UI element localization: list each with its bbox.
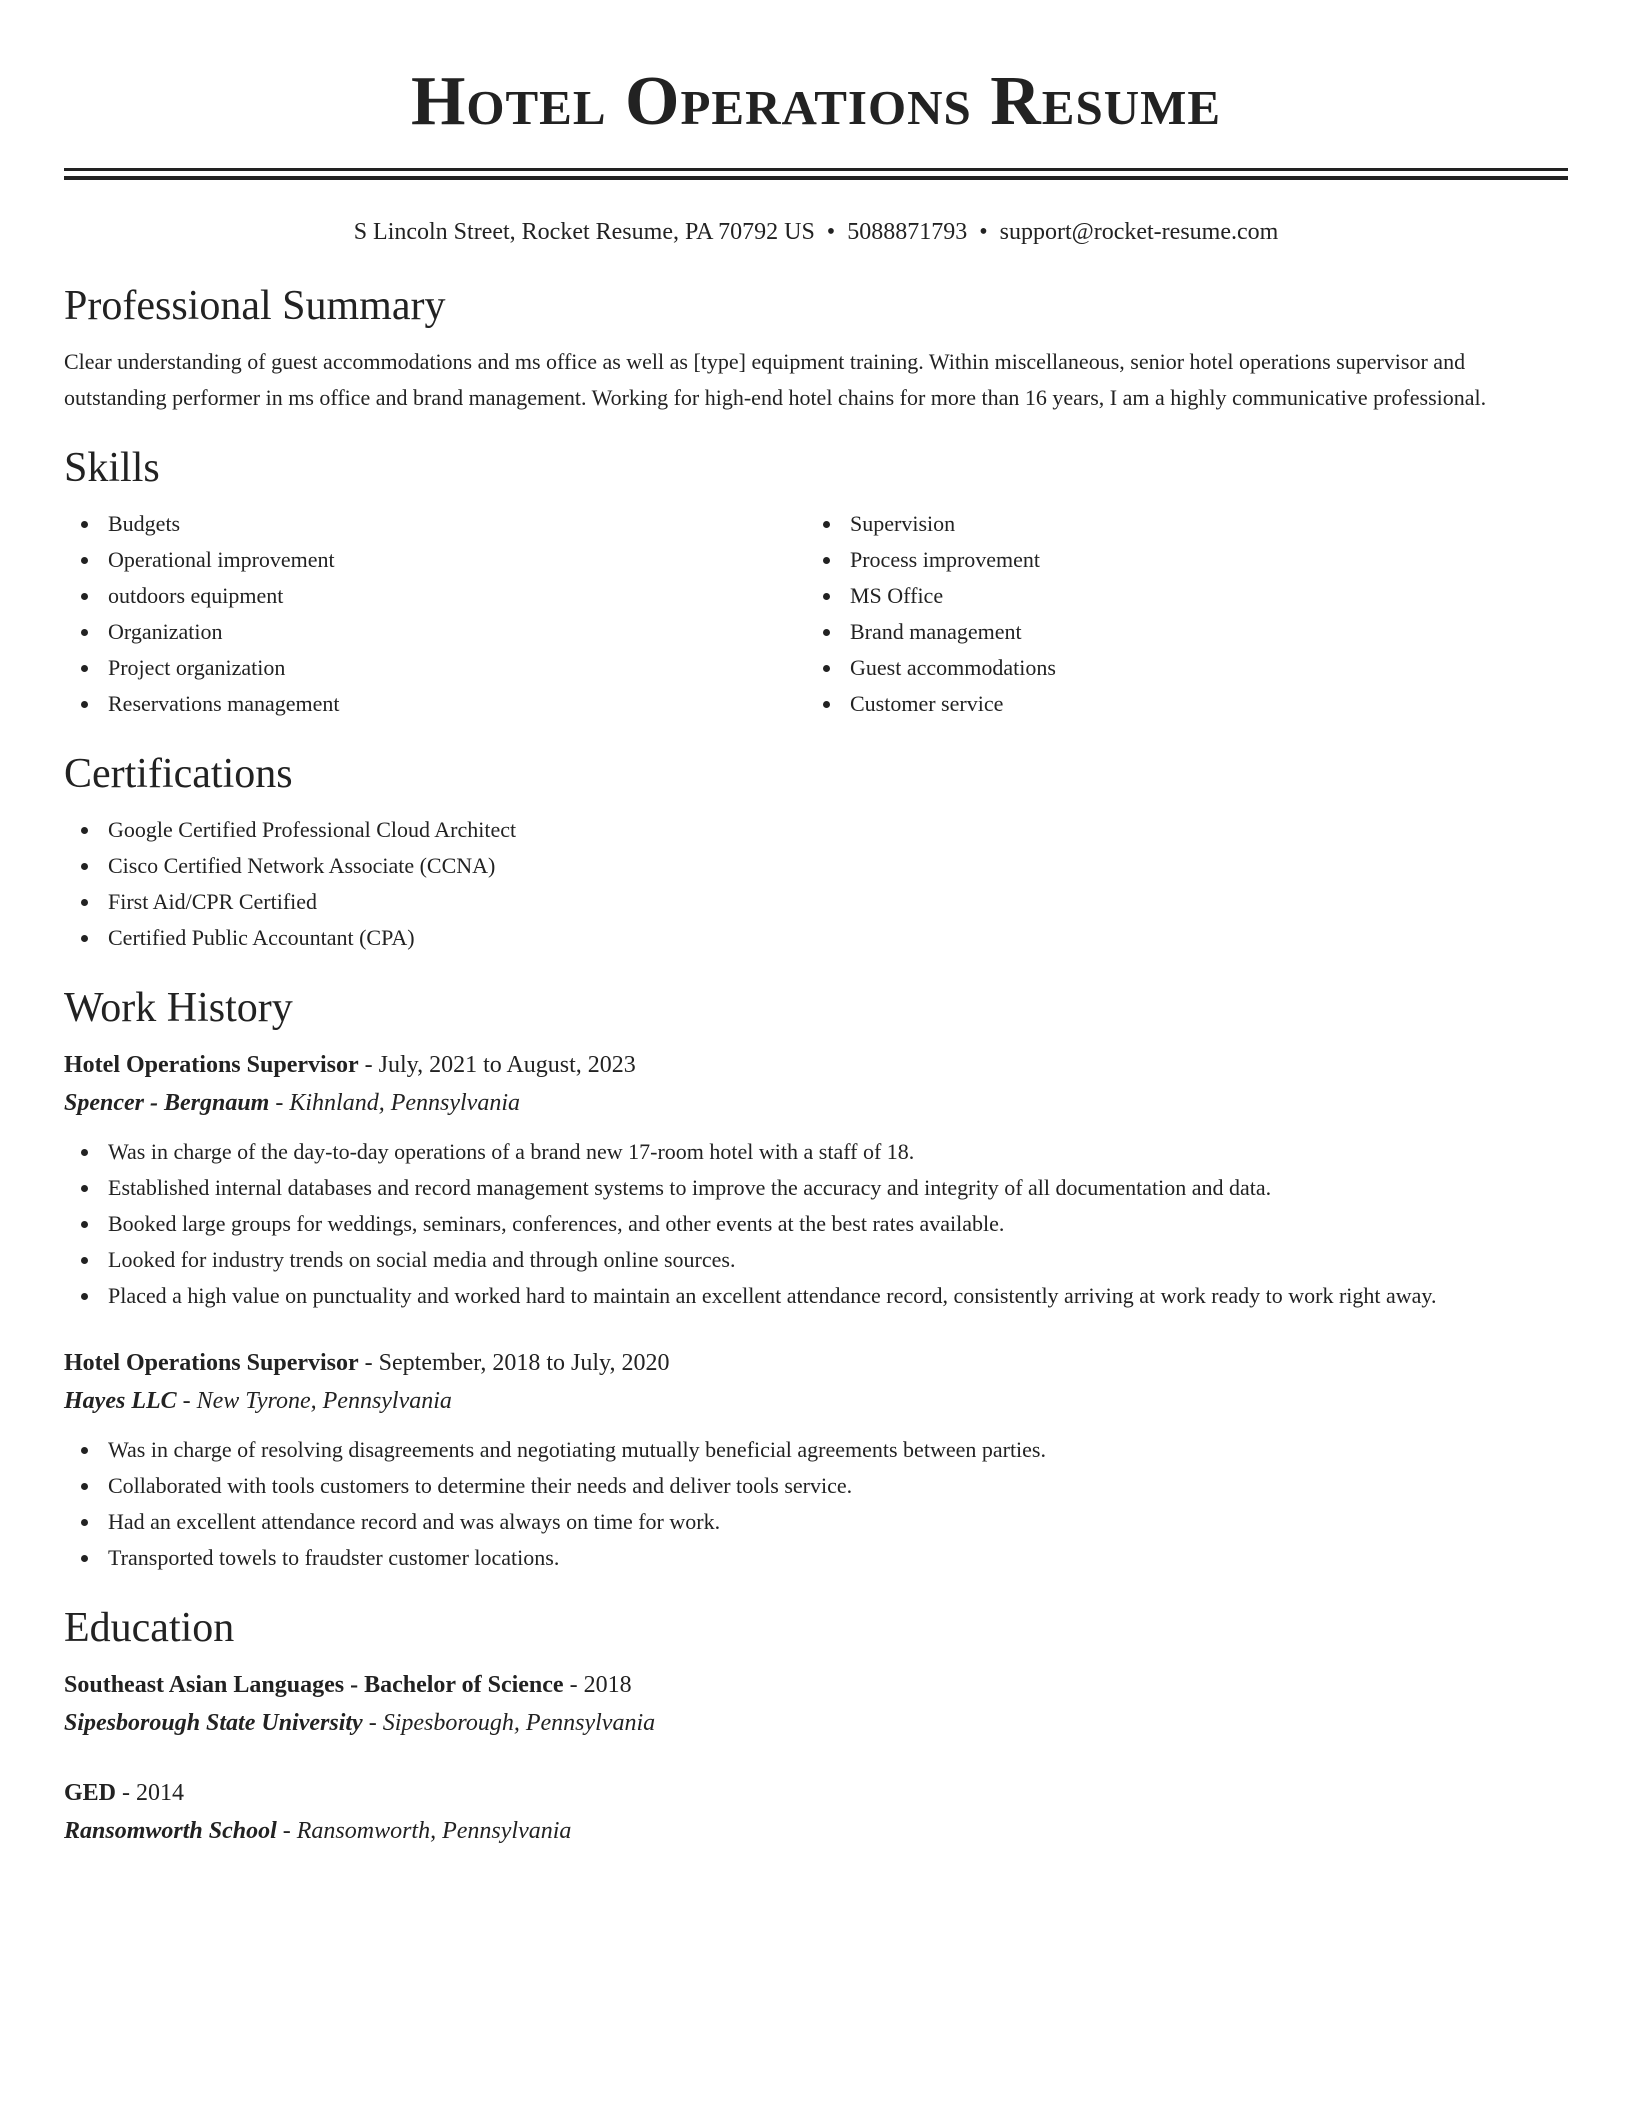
certification-item: First Aid/CPR Certified xyxy=(64,884,1568,920)
job-title: Hotel Operations Supervisor xyxy=(64,1350,359,1376)
education-degree: Southeast Asian Languages - Bachelor of Science xyxy=(64,1672,564,1698)
skills-heading: Skills xyxy=(64,445,160,491)
education-year: 2018 xyxy=(583,1672,632,1698)
skills-column-right xyxy=(806,506,1548,722)
education-entry xyxy=(64,1666,1568,1742)
job-company: Spencer - Bergnaum xyxy=(64,1090,270,1116)
job-title-line: Hotel Operations Supervisor - September, 2018 to July, 2020 xyxy=(64,1350,670,1376)
skills-list xyxy=(64,506,1568,722)
skill-item: outdoors equipment xyxy=(64,578,806,614)
certification-item: Cisco Certified Network Associate (CCNA) xyxy=(64,848,1568,884)
job-bullet: Transported towels to fraudster customer locations. xyxy=(64,1540,1568,1576)
skill-item: Organization xyxy=(64,614,806,650)
skill-item: Project organization xyxy=(64,650,806,686)
skill-item: Process improvement xyxy=(806,542,1548,578)
education-entry xyxy=(64,1774,1568,1850)
job-company: Hayes LLC xyxy=(64,1388,177,1414)
job-bullet: Established internal databases and record management systems to improve the accuracy and integrity of all documentation and data. xyxy=(64,1170,1568,1206)
education-degree: GED xyxy=(64,1780,117,1806)
skill-item: Reservations management xyxy=(64,686,806,722)
education-year: 2014 xyxy=(136,1780,185,1806)
summary-heading: Professional Summary xyxy=(64,283,446,329)
education-degree-line: GED - 2014 xyxy=(64,1780,185,1806)
job-bullet: Placed a high value on punctuality and worked hard to maintain an excellent attendance record, consistently arriving at work ready to work right away. xyxy=(64,1278,1568,1314)
education-location: Ransomworth, Pennsylvania xyxy=(296,1818,572,1844)
contact-phone: 5088871793 xyxy=(847,219,968,245)
resume-page xyxy=(64,0,1568,1850)
education-school-line: Ransomworth School - Ransomworth, Pennsylvania xyxy=(64,1818,572,1844)
contact-line xyxy=(64,216,1568,248)
summary-text: Clear understanding of guest accommodations and ms office as well as [type] equipment training. Within miscellaneous, senior hotel operations supervisor and outstanding performer in ms office and brand management. Working for high-end hotel chains for more than 16 years, I am a highly communicative professional. xyxy=(64,349,1487,410)
skills-column-left xyxy=(64,506,806,722)
certifications-list xyxy=(64,812,1568,956)
work-history-heading: Work History xyxy=(64,985,293,1031)
job-dates: September, 2018 to July, 2020 xyxy=(378,1350,670,1376)
certification-item: Certified Public Accountant (CPA) xyxy=(64,920,1568,956)
education-heading: Education xyxy=(64,1605,235,1651)
certifications-heading: Certifications xyxy=(64,751,293,797)
skill-item: Supervision xyxy=(806,506,1548,542)
job-company-line: Hayes LLC - New Tyrone, Pennsylvania xyxy=(64,1388,452,1414)
job-bullet: Looked for industry trends on social media and through online sources. xyxy=(64,1242,1568,1278)
education-degree-line: Southeast Asian Languages - Bachelor of Science - 2018 xyxy=(64,1672,632,1698)
job-company-line: Spencer - Bergnaum - Kihnland, Pennsylvania xyxy=(64,1090,520,1116)
skill-item: Customer service xyxy=(806,686,1548,722)
skill-item: MS Office xyxy=(806,578,1548,614)
education-school: Sipesborough State University xyxy=(64,1710,363,1736)
job-title: Hotel Operations Supervisor xyxy=(64,1052,359,1078)
job-location: New Tyrone, Pennsylvania xyxy=(196,1388,452,1414)
job-bullets xyxy=(64,1432,1568,1576)
contact-address: S Lincoln Street, Rocket Resume, PA 70792 US xyxy=(353,219,815,245)
job-bullet: Was in charge of the day-to-day operations of a brand new 17-room hotel with a staff of 18. xyxy=(64,1134,1568,1170)
title-divider xyxy=(64,168,1568,180)
job-bullet: Had an excellent attendance record and was always on time for work. xyxy=(64,1504,1568,1540)
job-bullet: Was in charge of resolving disagreements and negotiating mutually beneficial agreements between parties. xyxy=(64,1432,1568,1468)
job-entry xyxy=(64,1046,1568,1314)
job-bullet: Collaborated with tools customers to determine their needs and deliver tools service. xyxy=(64,1468,1568,1504)
education-school: Ransomworth School xyxy=(64,1818,277,1844)
education-location: Sipesborough, Pennsylvania xyxy=(382,1710,656,1736)
contact-separator: • xyxy=(826,219,836,245)
resume-title: Hotel Operations Resume xyxy=(410,63,1222,140)
job-dates: July, 2021 to August, 2023 xyxy=(378,1052,636,1078)
skill-item: Guest accommodations xyxy=(806,650,1548,686)
job-bullet: Booked large groups for weddings, seminars, conferences, and other events at the best rates available. xyxy=(64,1206,1568,1242)
job-location: Kihnland, Pennsylvania xyxy=(289,1090,520,1116)
contact-separator: • xyxy=(979,219,988,245)
job-bullets xyxy=(64,1134,1568,1314)
education-school-line: Sipesborough State University - Sipesborough, Pennsylvania xyxy=(64,1710,656,1736)
job-entry xyxy=(64,1344,1568,1576)
skill-item: Brand management xyxy=(806,614,1548,650)
skill-item: Operational improvement xyxy=(64,542,806,578)
contact-email: support@rocket-resume.com xyxy=(999,219,1279,245)
job-title-line: Hotel Operations Supervisor - July, 2021 to August, 2023 xyxy=(64,1052,636,1078)
skill-item: Budgets xyxy=(64,506,806,542)
certification-item: Google Certified Professional Cloud Architect xyxy=(64,812,1568,848)
